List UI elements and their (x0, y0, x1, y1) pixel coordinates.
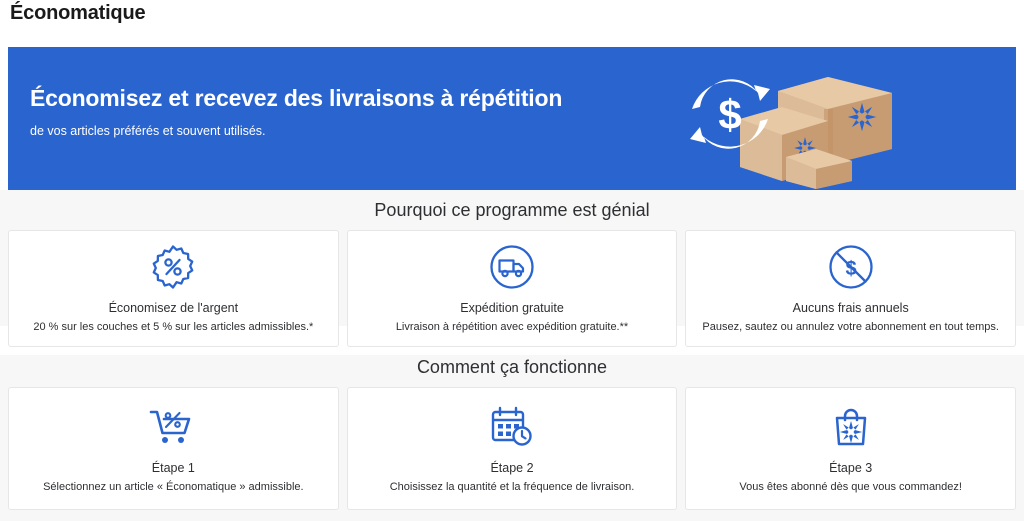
svg-text:$: $ (845, 257, 857, 280)
hero-subtext: de vos articles préférés et souvent utilisés. (30, 124, 266, 138)
hero-headline: Économisez et recevez des livraisons à répétition (30, 85, 563, 111)
how-it-works-card-row (0, 387, 1024, 510)
benefit-card-description: 20 % sur les couches et 5 % sur les articles admissibles.* (33, 320, 314, 333)
step-card-1[interactable] (8, 387, 339, 510)
shopping-bag-spark-icon (829, 403, 873, 451)
benefit-card-description: Livraison à répétition avec expédition gratuite.** (395, 320, 629, 333)
benefit-card-title: Économisez de l'argent (108, 300, 239, 315)
benefit-card-free-shipping[interactable] (347, 230, 678, 347)
benefit-card-no-fees[interactable] (685, 230, 1016, 347)
step-card-description: Choisissez la quantité et la fréquence de livraison. (389, 480, 635, 493)
calendar-clock-icon (487, 403, 537, 451)
step-card-title: Étape 1 (151, 460, 195, 475)
step-card-3[interactable] (685, 387, 1016, 510)
cart-percent-icon (147, 403, 199, 451)
step-card-title: Étape 3 (829, 460, 873, 475)
no-fee-dollar-icon (828, 243, 874, 291)
benefits-section-heading: Pourquoi ce programme est génial (374, 200, 650, 220)
benefit-card-title: Expédition gratuite (460, 300, 564, 315)
delivery-truck-icon (489, 243, 535, 291)
subscription-boxes-illustration-icon (678, 53, 908, 189)
step-card-2[interactable] (347, 387, 678, 510)
how-it-works-section-heading: Comment ça fonctionne (416, 357, 608, 377)
percent-badge-icon (150, 243, 196, 291)
hero-text-block (30, 85, 562, 138)
step-card-description: Vous êtes abonné dès que vous commandez! (739, 480, 962, 493)
step-card-title: Étape 2 (490, 460, 534, 475)
benefit-card-savings[interactable] (8, 230, 339, 347)
benefit-card-title: Aucuns frais annuels (792, 300, 909, 315)
page-title: Économatique (10, 2, 146, 24)
svg-text:$: $ (718, 91, 742, 138)
hero-banner (8, 47, 1016, 190)
benefit-card-description: Pausez, sautez ou annulez votre abonnement en tout temps. (702, 320, 999, 333)
step-card-description: Sélectionnez un article « Économatique » admissible. (43, 480, 304, 493)
benefits-card-row (0, 230, 1024, 347)
